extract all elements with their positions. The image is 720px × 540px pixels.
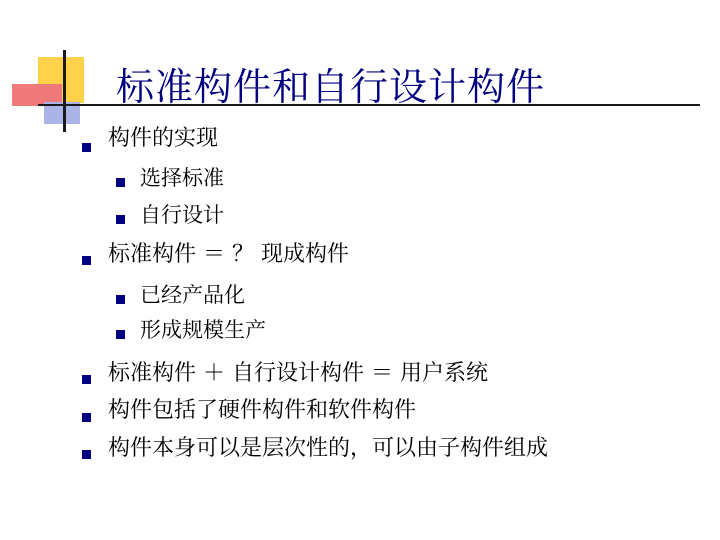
bullet-icon <box>82 143 91 152</box>
decor-vertical-line <box>63 50 66 132</box>
list-item: 构件包括了硬件构件和软件构件 <box>108 398 417 423</box>
list-item: 已经产品化 <box>140 283 245 307</box>
bullet-icon <box>116 178 125 187</box>
bullet-icon <box>82 375 91 384</box>
bullet-icon <box>82 256 91 265</box>
bullet-icon <box>82 413 91 422</box>
bullet-icon <box>116 295 125 304</box>
list-item: 自行设计 <box>140 203 224 227</box>
slide-title: 标准构件和自行设计构件 <box>116 65 546 109</box>
list-item: 构件本身可以是层次性的，可以由子构件组成 <box>108 436 549 461</box>
bullet-icon <box>116 215 125 224</box>
list-item: 选择标准 <box>140 166 224 190</box>
bullet-icon <box>82 450 91 459</box>
list-item: 标准构件 ＝ ？ 现成构件 <box>108 242 349 267</box>
list-item: 形成规模生产 <box>140 318 266 342</box>
list-item: 标准构件 ＋ 自行设计构件 ＝ 用户系统 <box>108 361 488 386</box>
bullet-icon <box>116 330 125 339</box>
list-item: 构件的实现 <box>108 126 219 151</box>
